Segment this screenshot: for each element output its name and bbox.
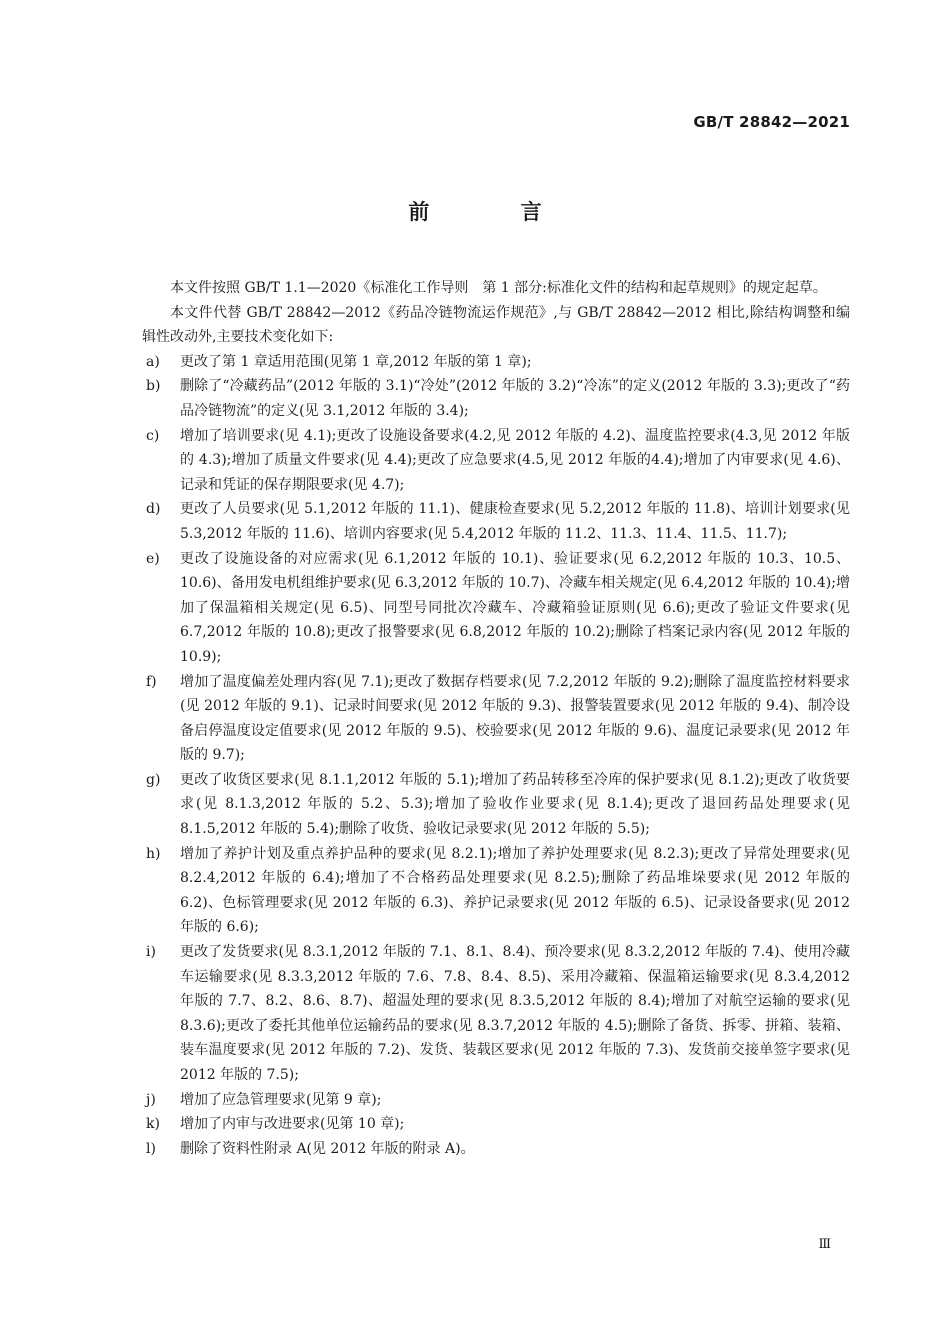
list-marker: b) — [146, 378, 161, 395]
list-marker: c) — [146, 427, 160, 444]
list-marker: k) — [146, 1116, 160, 1133]
list-marker: g) — [146, 771, 161, 788]
list-item-text: 删除了资料性附录 A(见 2012 年版的附录 A)。 — [180, 1140, 475, 1157]
list-item — [142, 1088, 850, 1113]
list-item — [142, 768, 850, 842]
list-item — [142, 374, 850, 423]
list-item-text: 增加了内审与改进要求(见第 10 章); — [180, 1116, 405, 1133]
list-item — [142, 670, 850, 768]
list-item-text: 增加了应急管理要求(见第 9 章); — [180, 1091, 382, 1108]
list-item-text: 增加了养护计划及重点养护品种的要求(见 8.2.1);增加了养护处理要求(见 8.2.3);更改了异常处理要求(见 8.2.4,2012 年版的 6.4);增加了不合格药品处理要求(见 8.2.5);删除了药品堆垛要求(见 2012 年版的 6.2)、色标管理要求(见 2012 年版的 6.3)、养护记录要求(见 2012 年版的 6.5)、记录设备要求(见 2012 年版的 6.6); — [180, 845, 850, 936]
list-item — [142, 497, 850, 546]
list-item — [142, 842, 850, 940]
list-item — [142, 940, 850, 1088]
list-item-text: 增加了温度偏差处理内容(见 7.1);更改了数据存档要求(见 7.2,2012 年版的 9.2);删除了温度监控材料要求(见 2012 年版的 9.1)、记录时间要求(见 2012 年版的 9.3)、报警装置要求(见 2012 年版的 9.4)、制冷设备启停温度设定值要求(见 2012 年版的 9.5)、校验要求(见 2012 年版的 9.6)、温度记录要求(见 2012 年版的 9.7); — [180, 673, 850, 764]
list-item — [142, 1137, 850, 1162]
list-marker: e) — [146, 550, 160, 567]
list-item-text: 更改了第 1 章适用范围(见第 1 章,2012 年版的第 1 章); — [180, 353, 532, 370]
list-marker: h) — [146, 845, 161, 862]
list-marker: a) — [146, 353, 160, 370]
list-item — [142, 424, 850, 498]
list-item-text: 更改了设施设备的对应需求(见 6.1,2012 年版的 10.1)、验证要求(见 6.2,2012 年版的 10.3、10.5、10.6)、备用发电机组维护要求(见 6.3,2012 年版的 10.7)、冷藏车相关规定(见 6.4,2012 年版的 10.4);增加了保温箱相关规定(见 6.5)、同型号同批次冷藏车、冷藏箱验证原则(见 6.6);更改了验证文件要求(见 6.7,2012 年版的 10.8);更改了报警要求(见 6.8,2012 年版的 10.2);删除了档案记录内容(见 2012 年版的 10.9); — [180, 550, 850, 665]
list-marker: i) — [146, 944, 156, 961]
list-marker: j) — [146, 1091, 156, 1108]
page-number: Ⅲ — [818, 1237, 831, 1252]
list-item — [142, 1112, 850, 1137]
page-title: 前 言 — [408, 200, 584, 224]
list-item-text: 增加了培训要求(见 4.1);更改了设施设备要求(4.2,见 2012 年版的 4.2)、温度监控要求(4.3,见 2012 年版的 4.3);增加了质量文件要求(见 4.4);更改了应急要求(4.5,见 2012 年版的4.4);增加了内审要求(见 4.6)、记录和凭证的保存期限要求(见 4.7); — [180, 427, 850, 493]
list-item-text: 删除了“冷藏药品”(2012 年版的 3.1)“冷处”(2012 年版的 3.2)“冷冻”的定义(2012 年版的 3.3);更改了“药品冷链物流”的定义(见 3.1,2012 年版的 3.4); — [180, 378, 850, 419]
intro-paragraph: 本文件按照 GB/T 1.1—2020《标准化工作导则 第 1 部分:标准化文件的结构和起草规则》的规定起草。 — [170, 280, 827, 296]
list-item — [142, 350, 850, 375]
standard-code: GB/T 28842—2021 — [693, 113, 850, 131]
list-marker: f) — [146, 673, 157, 690]
intro-paragraph: 本文件代替 GB/T 28842—2012《药品冷链物流运作规范》,与 GB/T 28842—2012 相比,除结构调整和编辑性改动外,主要技术变化如下: — [142, 304, 850, 346]
list-marker: d) — [146, 501, 161, 518]
list-item-text: 更改了人员要求(见 5.1,2012 年版的 11.1)、健康检查要求(见 5.2,2012 年版的 11.8)、培训计划要求(见 5.3,2012 年版的 11.6)、培训内容要求(见 5.4,2012 年版的 11.2、11.3、11.4、11.5、11.7); — [180, 501, 850, 542]
foreword-body — [142, 276, 850, 1161]
list-marker: l) — [146, 1140, 156, 1157]
list-item-text: 更改了收货区要求(见 8.1.1,2012 年版的 5.1);增加了药品转移至冷库的保护要求(见 8.1.2);更改了收货要求(见 8.1.3,2012 年版的 5.2、5.3);增加了验收作业要求(见 8.1.4);更改了退回药品处理要求(见 8.1.5,2012 年版的 5.4);删除了收货、验收记录要求(见 2012 年版的 5.5); — [180, 771, 850, 838]
list-item — [142, 547, 850, 670]
list-item-text: 更改了发货要求(见 8.3.1,2012 年版的 7.1、8.1、8.4)、预冷要求(见 8.3.2,2012 年版的 7.4)、使用冷藏车运输要求(见 8.3.3,2012 年版的 7.6、7.8、8.4、8.5)、采用冷藏箱、保温箱运输要求(见 8.3.4,2012 年版的 7.7、8.2、8.6、8.7)、超温处理的要求(见 8.3.5,2012 年版的 8.4);增加了对航空运输的要求(见 8.3.6);更改了委托其他单位运输药品的要求(见 8.3.7,2012 年版的 4.5);删除了备货、拆零、拼箱、装箱、装车温度要求(见 2012 年版的 7.2)、发货、装载区要求(见 2012 年版的 7.3)、发货前交接单签字要求(见 2012 年版的 7.5); — [180, 944, 850, 1083]
